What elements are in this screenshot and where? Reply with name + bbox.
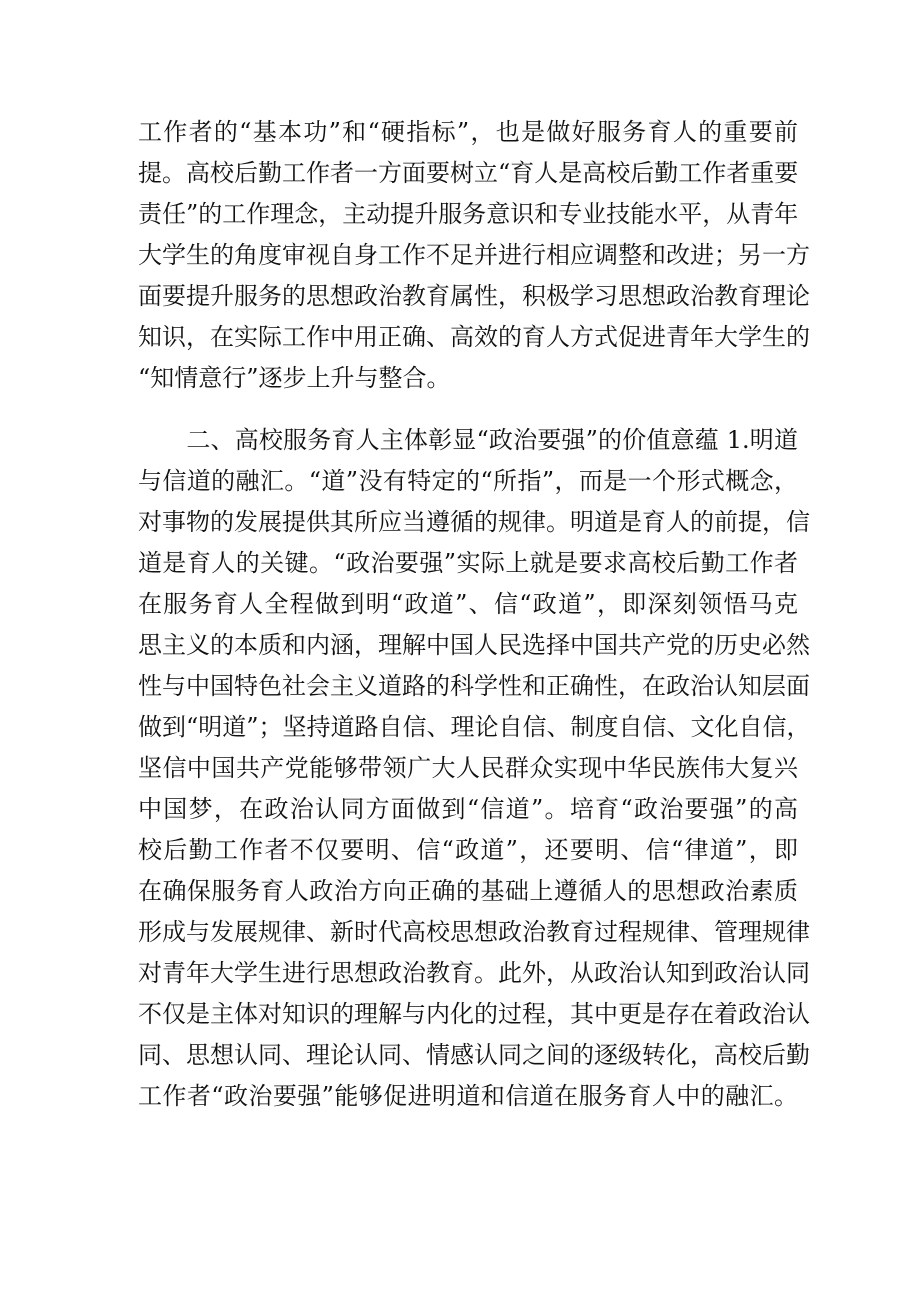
text-line: 提。高校后勤工作者一方面要树立“育人是高校后勤工作者重要 <box>138 159 799 187</box>
text-line: 工作者的“基本功”和“硬指标”，也是做好服务育人的重要前 <box>138 118 798 146</box>
section-heading-line: 二、高校服务育人主体彰显“政治要强”的价值意蕴 1.明道 <box>138 426 798 454</box>
text-line <box>138 1117 798 1158</box>
paragraph-2 <box>138 420 811 1199</box>
text-line: 做到“明道”；坚持道路自信、理论自信、制度自信、文化自信， <box>138 713 811 741</box>
text-line: 对事物的发展提供其所应当遵循的规律。明道是育人的前提，信 <box>138 508 810 536</box>
text-line: 中国梦，在政治认同方面做到“信道”。培育“政治要强”的高 <box>138 795 798 823</box>
text-line: 对青年大学生进行思想政治教育。此外，从政治认知到政治认同 <box>138 959 810 987</box>
text-line: 与信道的融汇。“道”没有特定的“所指”，而是一个形式概念， <box>138 467 798 495</box>
text-line: 知识，在实际工作中用正确、高效的育人方式促进青年大学生的 <box>138 323 810 351</box>
text-line: 坚信中国共产党能够带领广大人民群众实现中华民族伟大复兴 <box>138 754 798 782</box>
text-line: 性与中国特色社会主义道路的科学性和正确性，在政治认知层面 <box>138 672 810 700</box>
text-line: 道是育人的关键。“政治要强”实际上就是要求高校后勤工作者 <box>138 549 798 577</box>
text-line: “知情意行”逐步上升与整合。 <box>138 364 451 392</box>
text-line: 工作者“政治要强”能够促进明道和信道在服务育人中的融汇。 <box>138 1082 798 1110</box>
text-line: 在确保服务育人政治方向正确的基础上遵循人的思想政治素质 <box>138 877 798 905</box>
text-line: 形成与发展规律、新时代高校思想政治教育过程规律、管理规律 <box>138 918 810 946</box>
text-line: 大学生的角度审视自身工作不足并进行相应调整和改进；另一方 <box>138 241 810 269</box>
text-line: 面要提升服务的思想政治教育属性，积极学习思想政治教育理论 <box>138 282 810 310</box>
paragraph-1 <box>138 112 810 399</box>
text-line: 校后勤工作者不仅要明、信“政道”，还要明、信“律道”，即 <box>138 836 798 864</box>
text-line <box>138 1158 798 1199</box>
text-line: 思主义的本质和内涵，理解中国人民选择中国共产党的历史必然 <box>138 631 810 659</box>
text-line: 在服务育人全程做到明“政道”、信“政道”，即深刻领悟马克 <box>138 590 798 618</box>
paragraph-spacer <box>138 399 798 420</box>
text-line: 责任”的工作理念，主动提升服务意识和专业技能水平，从青年 <box>138 200 799 228</box>
document-body <box>138 112 811 1199</box>
text-line: 同、思想认同、理论认同、情感认同之间的逐级转化，高校后勤 <box>138 1041 810 1069</box>
text-line: 不仅是主体对知识的理解与内化的过程，其中更是存在着政治认 <box>138 1000 810 1028</box>
